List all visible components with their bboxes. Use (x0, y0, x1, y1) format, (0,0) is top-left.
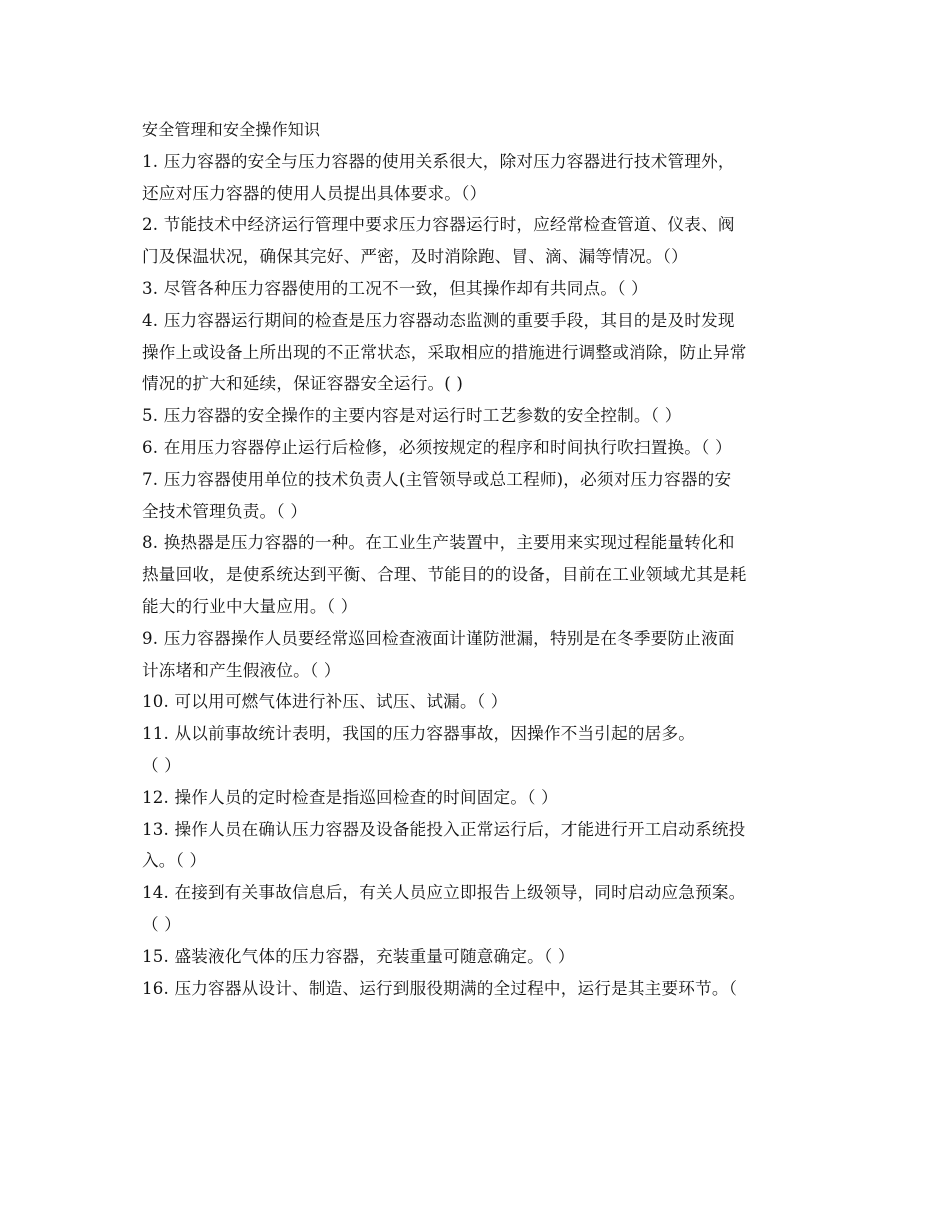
text-line: 操作上或设备上所出现的不正常状态，采取相应的措施进行调整或消除，防止异常 (142, 342, 747, 362)
document-body (142, 114, 814, 1004)
text-line: 15. 盛装液化气体的压力容器，充装重量可随意确定。（ ） (142, 946, 575, 966)
text-line: 情况的扩大和延续，保证容器安全运行。( ) (142, 374, 464, 394)
document-title: 安全管理和安全操作知识 (142, 120, 321, 139)
text-line: 16. 压力容器从设计、制造、运行到服役期满的全过程中，运行是其主要环节。（ (142, 978, 738, 998)
text-line: 4. 压力容器运行期间的检查是压力容器动态监测的重要手段，其目的是及时发现 (142, 310, 735, 330)
text-line: 入。（ ） (142, 851, 207, 871)
text-line: 热量回收，是使系统达到平衡、合理、节能目的的设备，目前在工业领域尤其是耗 (142, 565, 747, 585)
text-line: 7. 压力容器使用单位的技术负责人(主管领导或总工程师)，必须对压力容器的安 (142, 469, 732, 489)
text-line: 2. 节能技术中经济运行管理中要求压力容器运行时，应经常检查管道、仪表、阀 (142, 215, 735, 235)
text-line: 1. 压力容器的安全与压力容器的使用关系很大，除对压力容器进行技术管理外， (142, 151, 735, 171)
text-line: 门及保温状况，确保其完好、严密，及时消除跑、冒、滴、漏等情况。（） (142, 247, 688, 267)
text-line: （ ） (142, 914, 182, 934)
text-line: （ ） (142, 755, 182, 775)
text-line: 能大的行业中大量应用。（ ） (142, 596, 358, 616)
text-line: 计冻堵和产生假液位。（ ） (142, 660, 341, 680)
text-line: 3. 尽管各种压力容器使用的工况不一致，但其操作却有共同点。（ ） (142, 278, 648, 298)
text-line: 14. 在接到有关事故信息后，有关人员应立即报告上级领导，同时启动应急预案。 (142, 883, 746, 903)
text-line: 还应对压力容器的使用人员提出具体要求。（） (142, 183, 487, 203)
text-line: 11. 从以前事故统计表明，我国的压力容器事故，因操作不当引起的居多。 (142, 724, 696, 744)
text-line: 8. 换热器是压力容器的一种。在工业生产装置中，主要用来实现过程能量转化和 (142, 533, 735, 553)
text-line: 全技术管理负责。（ ） (142, 501, 308, 521)
text-line: 6. 在用压力容器停止运行后检修，必须按规定的程序和时间执行吹扫置换。（ ） (142, 437, 732, 457)
text-line: 10. 可以用可燃气体进行补压、试压、试漏。（ ） (142, 692, 508, 712)
text-line: 9. 压力容器操作人员要经常巡回检查液面计谨防泄漏，特别是在冬季要防止液面 (142, 628, 735, 648)
text-line: 5. 压力容器的安全操作的主要内容是对运行时工艺参数的安全控制。（ ） (142, 406, 682, 426)
text-line: 13. 操作人员在确认压力容器及设备能投入正常运行后，才能进行开工启动系统投 (142, 819, 746, 839)
text-line: 12. 操作人员的定时检查是指巡回检查的时间固定。（ ） (142, 787, 558, 807)
